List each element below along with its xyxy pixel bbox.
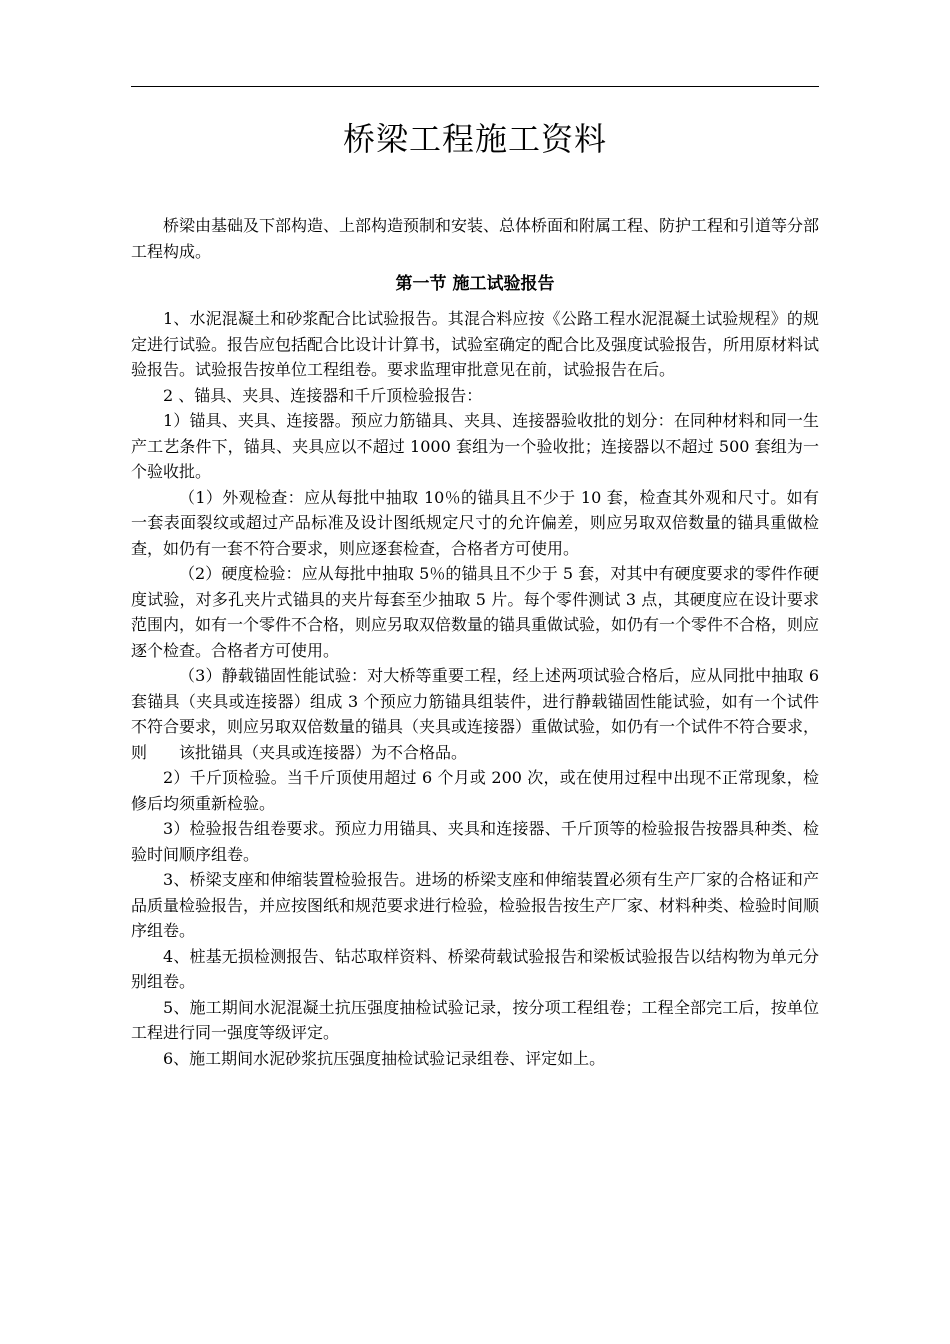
paragraph-10: 4、桩基无损检测报告、钻芯取样资料、桥梁荷载试验报告和梁板试验报告以结构物为单元分别组卷。 — [131, 946, 819, 991]
document-title: 桥梁工程施工资料 — [342, 120, 607, 158]
paragraph-3: 1）锚具、夹具、连接器。预应力筋锚具、夹具、连接器验收批的划分：在同种材料和同一生产工艺条件下，锚具、夹具应以不超过 1000 套组为一个验收批；连接器以不超过 500 套组为一个验收批。 — [131, 411, 819, 481]
paragraph-6: （3）静载锚固性能试验：对大桥等重要工程，经上述两项试验合格后，应从同批中抽取 6 套锚具（夹具或连接器）组成 3 个预应力筋锚具组装件，进行静载锚固性能试验，如有一个试件不符合要求，则应另取双倍数量的锚具（夹具或连接器）重做试验，如仍有一个试件不符合要求，则 该批锚具（夹具或连接器）为不合格品。 — [131, 666, 820, 762]
paragraph-1: 1、水泥混凝土和砂浆配合比试验报告。其混合料应按《公路工程水泥混凝土试验规程》的规定进行试验。报告应包括配合比设计计算书，试验室确定的配合比及强度试验报告，所用原材料试验报告。试验报告按单位工程组卷。要求监理审批意见在前，试验报告在后。 — [131, 309, 820, 379]
paragraph-5: （2）硬度检验：应从每批中抽取 5％的锚具且不少于 5 套，对其中有硬度要求的零件作硬度试验，对多孔夹片式锚具的夹片每套至少抽取 5 片。每个零件测试 3 点，其硬度应在设计要求范围内，如有一个零件不合格，则应另取双倍数量的锚具重做试验，如仍有一个零件不合格，则应逐个检查。合格者方可使用。 — [131, 564, 820, 660]
paragraph-9: 3、桥梁支座和伸缩装置检验报告。进场的桥梁支座和伸缩装置必须有生产厂家的合格证和产品质量检验报告，并应按图纸和规范要求进行检验，检验报告按生产厂家、材料种类、检验时间顺序组卷。 — [131, 870, 820, 940]
paragraph-2: 2 、锚具、夹具、连接器和千斤顶检验报告： — [163, 385, 483, 405]
paragraph-12: 6、施工期间水泥砂浆抗压强度抽检试验记录组卷、评定如上。 — [163, 1048, 606, 1068]
intro-paragraph: 桥梁由基础及下部构造、上部构造预制和安装、总体桥面和附属工程、防护工程和引道等分部工程构成。 — [131, 216, 820, 261]
paragraph-7: 2）千斤顶检验。当千斤顶使用超过 6 个月或 200 次，或在使用过程中出现不正常现象，检修后均须重新检验。 — [131, 768, 819, 813]
paragraph-4: （1）外观检查：应从每批中抽取 10％的锚具且不少于 10 套，检查其外观和尺寸。如有一套表面裂纹或超过产品标准及设计图纸规定尺寸的允许偏差，则应另取双倍数量的锚具重做检查，如仍有一套不符合要求，则应逐套检查，合格者方可使用。 — [131, 487, 819, 558]
document-body — [131, 213, 819, 1071]
paragraph-11: 5、施工期间水泥混凝土抗压强度抽检试验记录，按分项工程组卷；工程全部完工后，按单位工程进行同一强度等级评定。 — [131, 997, 819, 1042]
header-rule — [131, 86, 819, 87]
paragraph-8: 3）检验报告组卷要求。预应力用锚具、夹具和连接器、千斤顶等的检验报告按器具种类、检验时间顺序组卷。 — [131, 819, 819, 864]
section-heading: 第一节 施工试验报告 — [395, 274, 555, 294]
